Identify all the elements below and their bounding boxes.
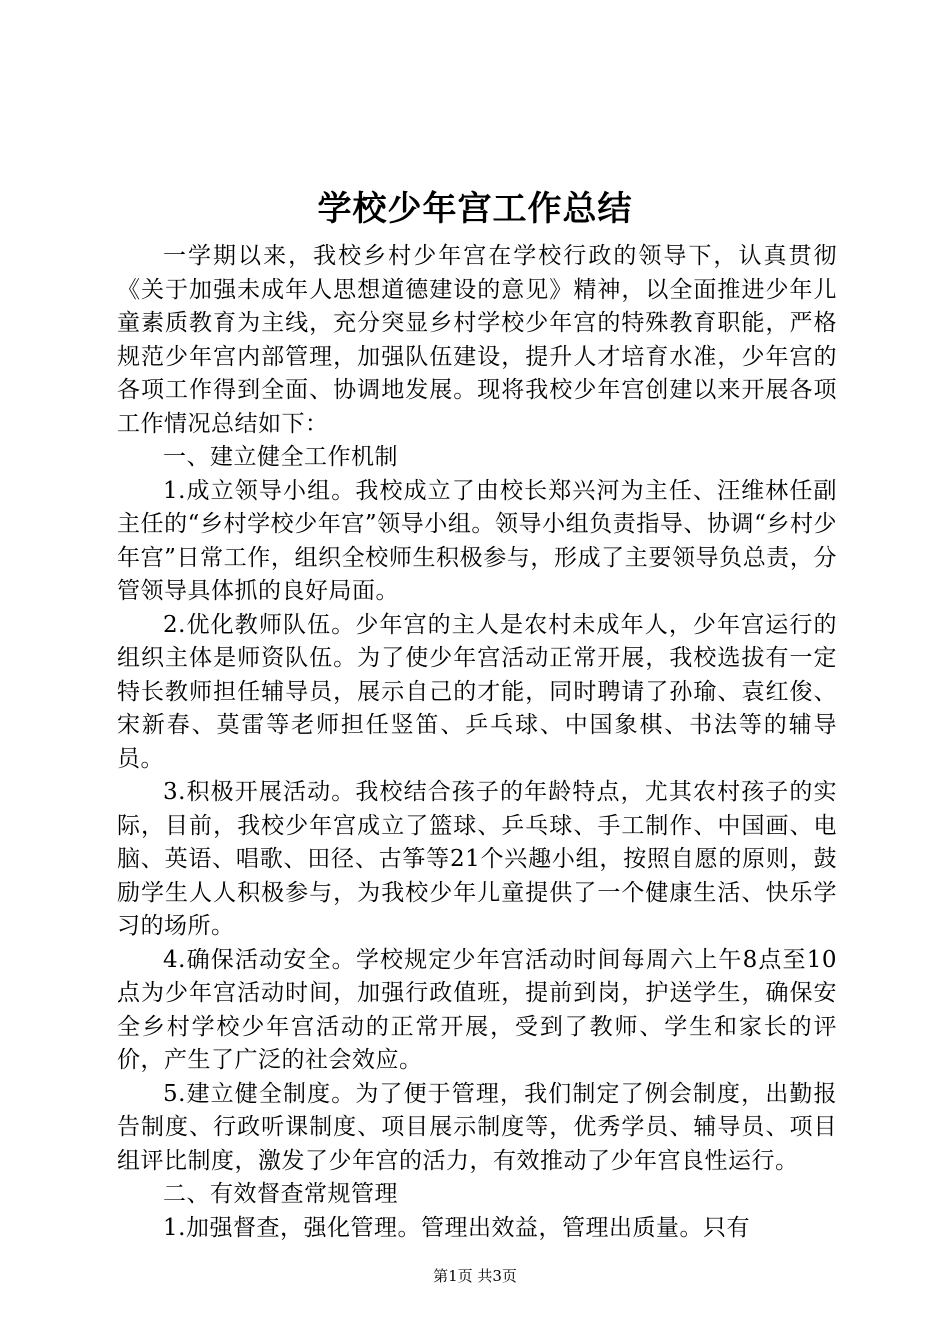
paragraph-item-6: 1.加强督查，强化管理。管理出效益，管理出质量。只有 — [163, 1214, 750, 1241]
paragraph-item-3: 3.积极开展活动。我校结合孩子的年龄特点，尤其农村孩子的实际，目前，我校少年宫成立了篮球、乒乓球、手工制作、中国画、电脑、英语、唱歌、田径、古筝等21个兴趣小组，按照自愿的原则，鼓励学生人人积极参与，为我校少年儿童提供了一个健康生活、快乐学习的场所。 — [117, 779, 837, 939]
document-body — [117, 240, 837, 1245]
section-heading-1: 一、建立健全工作机制 — [163, 444, 398, 470]
paragraph-item-4: 4.确保活动安全。学校规定少年宫活动时间每周六上午8点至10点为少年宫活动时间，加强行政值班，提前到岗，护送学生，确保安全乡村学校少年宫活动的正常开展，受到了教师、学生和家长的评价，产生了广泛的社会效应。 — [117, 946, 837, 1073]
paragraph-item-5: 5.建立健全制度。为了便于管理，我们制定了例会制度，出勤报告制度、行政听课制度、项目展示制度等，优秀学员、辅导员、项目组评比制度，激发了少年宫的活力，有效推动了少年宫良性运行。 — [117, 1080, 837, 1174]
section-heading-2: 二、有效督查常规管理 — [163, 1181, 398, 1207]
document-title: 学校少年宫工作总结 — [317, 189, 633, 229]
page-number-footer: 第1页 共3页 — [433, 1267, 517, 1285]
paragraph-item-1: 1.成立领导小组。我校成立了由校长郑兴河为主任、汪维林任副主任的“乡村学校少年宫”领导小组。领导小组负责指导、协调“乡村少年宫”日常工作，组织全校师生积极参与，形成了主要领导负总责，分管领导具体抓的良好局面。 — [117, 477, 837, 604]
paragraph-intro: 一学期以来，我校乡村少年宫在学校行政的领导下，认真贯彻《关于加强未成年人思想道德建设的意见》精神，以全面推进少年儿童素质教育为主线，充分突显乡村学校少年宫的特殊教育职能，严格规范少年宫内部管理，加强队伍建设，提升人才培育水准，少年宫的各项工作得到全面、协调地发展。现将我校少年宫创建以来开展各项工作情况总结如下： — [117, 243, 837, 437]
paragraph-item-2: 2.优化教师队伍。少年宫的主人是农村未成年人，少年宫运行的组织主体是师资队伍。为了使少年宫活动正常开展，我校选拔有一定特长教师担任辅导员，展示自己的才能，同时聘请了孙瑜、袁红俊、宋新春、莫雷等老师担任竖笛、乒乓球、中国象棋、书法等的辅导员。 — [117, 611, 837, 772]
